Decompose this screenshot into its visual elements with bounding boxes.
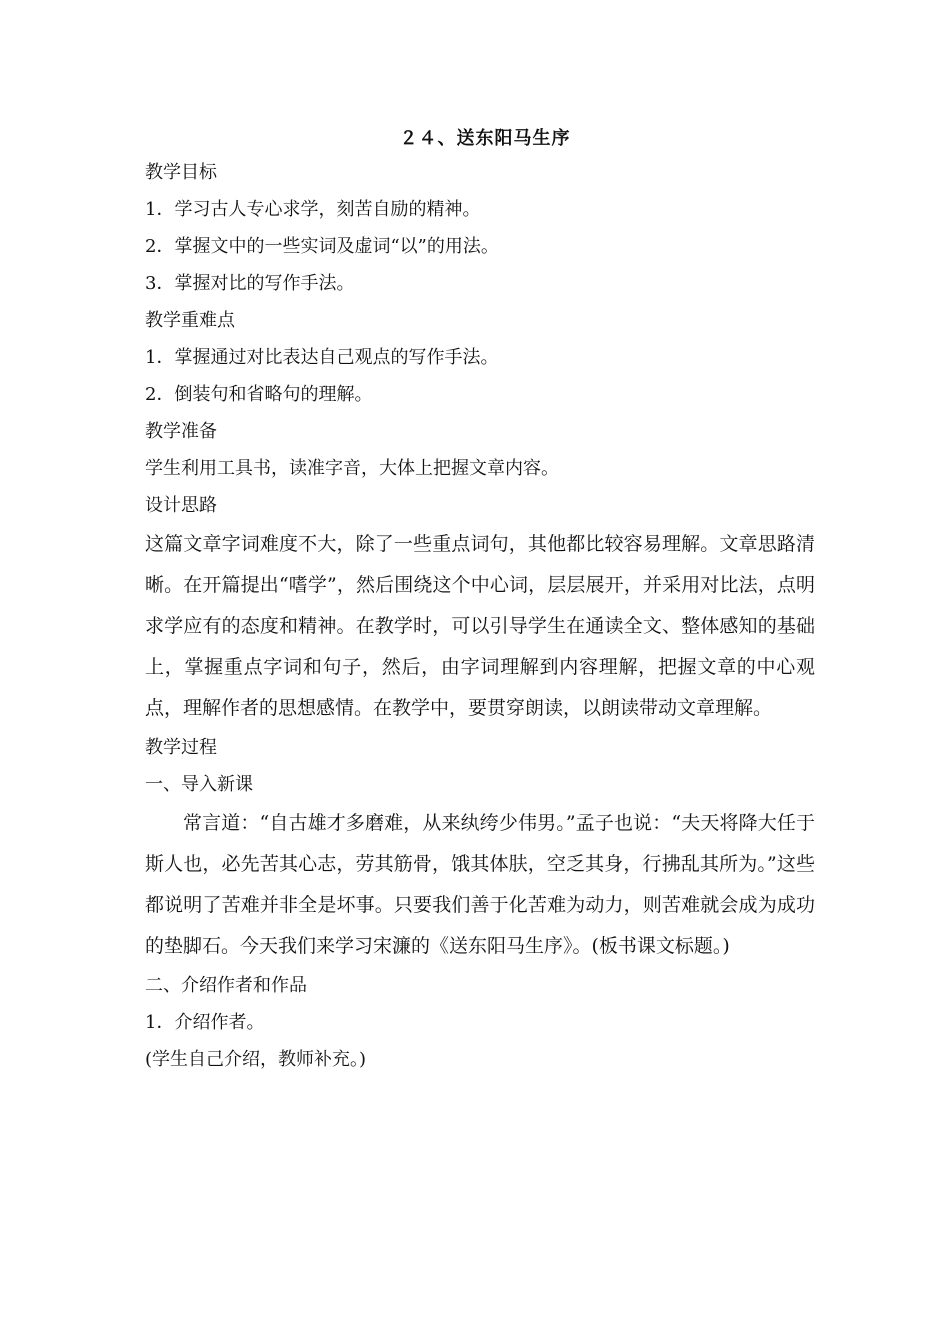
document-body <box>145 124 815 1078</box>
preparation-text: 学生利用工具书，读准字音，大体上把握文章内容。 <box>145 458 559 479</box>
key-point-item-1: 1．掌握通过对比表达自己观点的写作手法。 <box>145 347 499 368</box>
preparation-heading: 教学准备 <box>145 421 217 442</box>
step1-heading: 一、导入新课 <box>145 774 253 795</box>
step1-paragraph: 常言道：“自古雄才多磨难，从来纨绔少伟男。”孟子也说：“夫天将降大任于斯人也，必先苦其心志，劳其筋骨，饿其体肤，空乏其身，行拂乱其所为。”这些都说明了苦难并非全是坏事。只要我们善于化苦难为动力，则苦难就会成为成功的垫脚石。今天我们来学习宋濂的《送东阳马生序》。(板书课文标题。) <box>145 812 815 957</box>
goal-item-3: 3．掌握对比的写作手法。 <box>145 273 355 294</box>
step2-item-1: 1．介绍作者。 <box>145 1012 265 1033</box>
key-point-item-2: 2．倒装句和省略句的理解。 <box>145 384 373 405</box>
step2-note: (学生自己介绍，教师补充。) <box>145 1049 367 1070</box>
process-heading: 教学过程 <box>145 737 217 758</box>
goals-heading: 教学目标 <box>145 162 217 183</box>
goal-item-2: 2．掌握文中的一些实词及虚词“以”的用法。 <box>145 236 499 257</box>
design-heading: 设计思路 <box>145 495 217 516</box>
document-title: ２４、送东阳马生序 <box>399 128 571 149</box>
step2-heading: 二、介绍作者和作品 <box>145 975 307 996</box>
design-paragraph: 这篇文章字词难度不大，除了一些重点词句，其他都比较容易理解。文章思路清晰。在开篇提出“嗜学”，然后围绕这个中心词，层层展开，并采用对比法，点明求学应有的态度和精神。在教学时，可以引导学生在通读全文、整体感知的基础上，掌握重点字词和句子，然后，由字词理解到内容理解，把握文章的中心观点，理解作者的思想感情。在教学中，要贯穿朗读，以朗读带动文章理解。 <box>145 533 815 719</box>
key-points-heading: 教学重难点 <box>145 310 235 331</box>
goal-item-1: 1．学习古人专心求学，刻苦自励的精神。 <box>145 199 481 220</box>
